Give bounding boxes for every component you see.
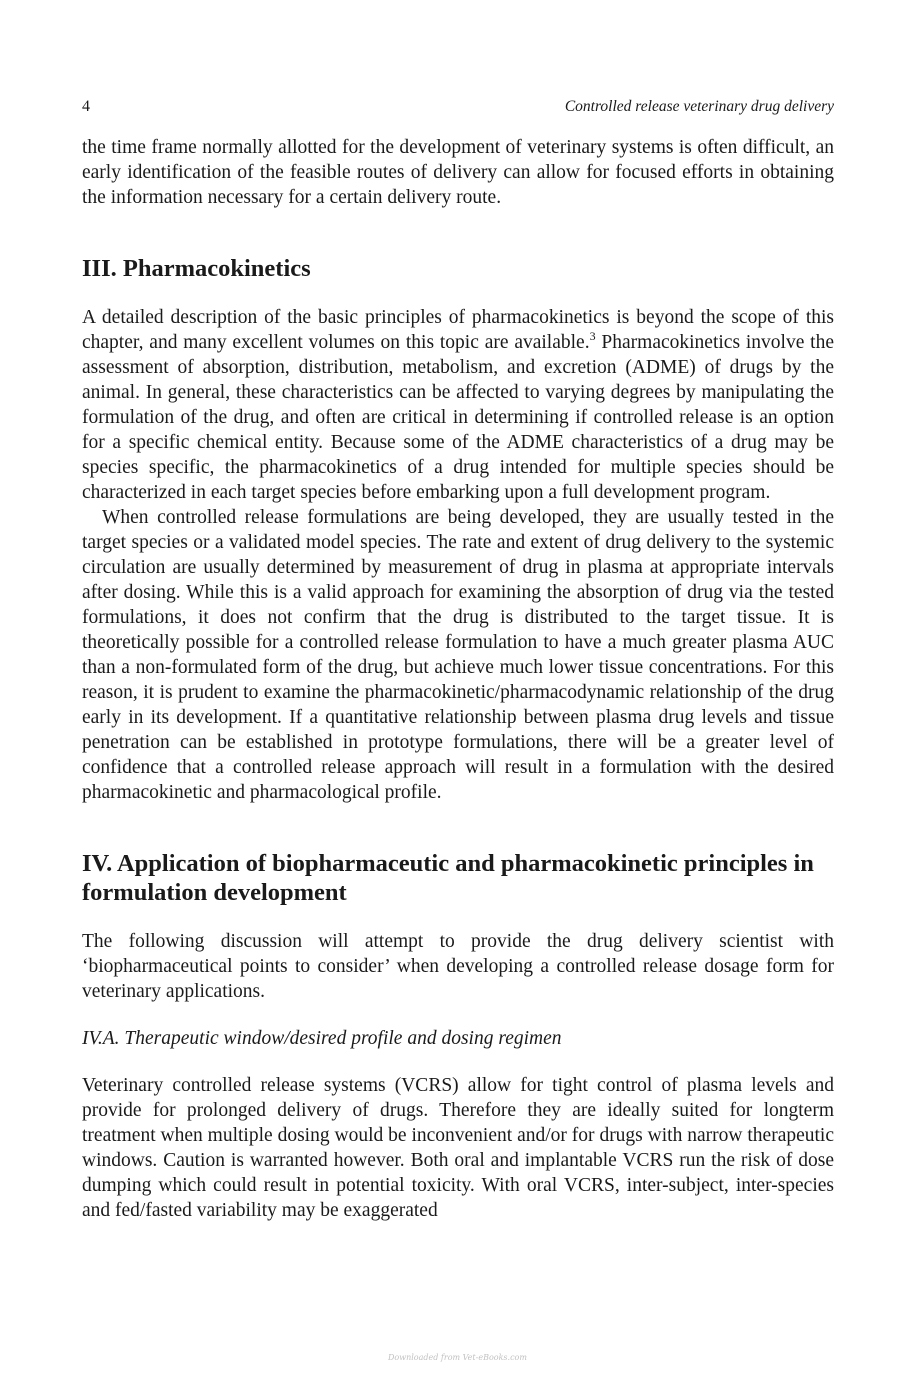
pharmacokinetics-paragraph-1 [82,305,834,505]
section-heading-application: IV. Application of biopharmaceutic and pharmacokinetic principles in formulation development [82,850,814,906]
page-content [82,135,834,1223]
therapeutic-window-paragraph-1: Veterinary controlled release systems (VCRS) allow for tight control of plasma levels and provide for prolonged delivery of drugs. Therefore they are ideally suited for longterm treatment when multiple dosing would be inconvenient and/or for drugs with narrow therapeutic windows. Caution is warranted however. Both oral and implantable VCRS run the risk of dose dumping which could result in potential toxicity. With oral VCRS, inter-subject, inter-species and fed/fasted variability may be exaggerated [82,1075,834,1221]
page-number: 4 [82,98,90,115]
download-watermark: Downloaded from Vet-eBooks.com [388,1353,527,1362]
paragraph-text: A detailed description of the basic principles of pharmacokinetics is beyond the scope of this chapter, and many excellent volumes on this topic are available. [82,307,834,353]
reference-superscript: 3 [589,329,596,343]
paragraph-text: Pharmacokinetics involve the assessment of absorption, distribution, metabolism, and excretion (ADME) of drugs by the animal. In general, these characteristics can be affected to varying degrees by manipulating the formulation of the drug, and often are critical in determining if controlled release is an option for a specific chemical entity. Because some of the ADME characteristics of a drug may be species specific, the pharmacokinetics of a drug intended for multiple species should be characterized in each target species before embarking upon a full development program. [82,332,834,503]
running-header [82,98,834,120]
section-heading-pharmacokinetics: III. Pharmacokinetics [82,255,311,282]
running-title: Controlled release veterinary drug delivery [564,98,834,115]
pharmacokinetics-paragraph-2: When controlled release formulations are being developed, they are usually tested in the target species or a validated model species. The rate and extent of drug delivery to the systemic circulation are usually determined by measurement of drug in plasma at appropriate intervals after dosing. While this is a valid approach for examining the absorption of drug via the tested formulations, it does not confirm that the drug is distributed to the target tissue. It is theoretically possible for a controlled release formulation to have a much greater plasma AUC than a non-formulated form of the drug, but achieve much lower tissue concentrations. For this reason, it is prudent to examine the pharmacokinetic/pharmacodynamic relationship of the drug early in its development. If a quantitative relationship between plasma drug levels and tissue penetration can be established in prototype formulations, there will be a greater level of confidence that a controlled release approach will result in a formulation with the desired pharmacokinetic and pharmacological profile. [82,507,834,803]
intro-paragraph: the time frame normally allotted for the development of veterinary systems is often difficult, an early identification of the feasible routes of delivery can allow for focused efforts in obtaining the information necessary for a certain delivery route. [82,137,834,208]
subsection-heading-therapeutic-window: IV.A. Therapeutic window/desired profile and dosing regimen [82,1028,562,1049]
application-paragraph-1: The following discussion will attempt to provide the drug delivery scientist with ‘biopharmaceutical points to consider’ when developing a controlled release dosage form for veterinary applications. [82,931,834,1002]
